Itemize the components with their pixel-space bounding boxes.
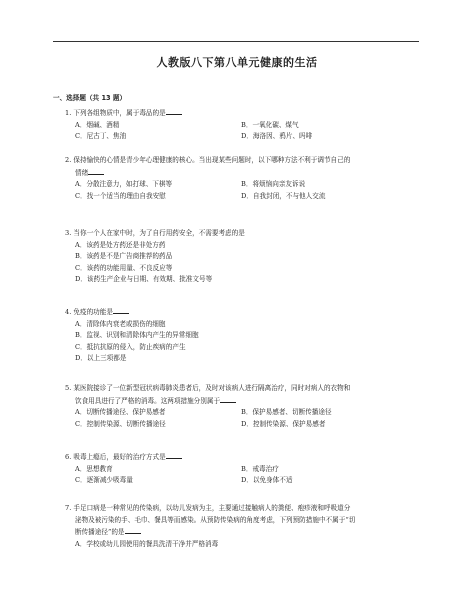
option-c[interactable]: C．控制传染源、切断传播途径 (75, 419, 166, 428)
option-d[interactable]: D．以免身体不适 (241, 476, 293, 484)
option-b[interactable]: B．该药是不是广告商推荐的药品 (75, 252, 173, 260)
option-c[interactable]: C．该药的功能用量、不良反应等 (75, 263, 173, 272)
options-grid (75, 407, 421, 430)
answer-blank[interactable] (125, 526, 141, 534)
option-a[interactable]: A．分散注意力，如打球、下棋等 (75, 180, 173, 188)
answer-blank[interactable] (88, 167, 104, 175)
option-a[interactable]: A．烟碱、酒精 (75, 120, 120, 129)
options-grid (75, 120, 421, 143)
option-b[interactable]: B．戒毒治疗 (241, 464, 279, 473)
option-b[interactable]: B．将烦恼向亲友诉说 (241, 180, 306, 188)
question-stem: 5. 某医院接诊了一位新型冠状病毒肺炎患者后，及时对该病人进行隔离治疗，同时对病人的衣物和 (65, 384, 351, 392)
answer-blank[interactable] (166, 451, 182, 459)
question-stem-cont: 泌物及被污染的手、毛巾、餐具等而感染。从预防传染病的角度考虑，下列预防措施中不属于“切 (75, 515, 356, 524)
options-grid (75, 179, 421, 202)
question-stem: 7. 手足口病是一种常见的传染病，以幼儿发病为主，主要通过接触病人的粪便、疱疹液和呼吸道分 (65, 504, 351, 512)
option-d[interactable]: D．该药生产企业与日期、有效期、批准文号等 (75, 275, 213, 283)
option-d[interactable]: D．自我封闭，不与他人交流 (241, 191, 326, 200)
option-a[interactable]: A．思想教育 (75, 464, 113, 473)
question-3 (65, 228, 421, 286)
options-list (75, 319, 421, 365)
option-c[interactable]: C．抵抗抗原的侵入，防止疾病的产生 (75, 342, 186, 351)
question-2 (65, 155, 421, 202)
options-list (75, 539, 421, 551)
option-a[interactable]: A．该药是处方药还是非处方药 (75, 240, 166, 249)
option-c[interactable]: C．找一个适当的理由自我安慰 (75, 191, 166, 200)
question-5 (65, 383, 421, 430)
question-stem: 1. 下列各组物质中，属于毒品的是 (65, 107, 421, 120)
question-6 (65, 451, 421, 487)
question-stem: 3. 当你一个人在家中时，为了自行用药安全，不需要考虑的是 (65, 229, 245, 237)
top-rule (53, 41, 419, 42)
question-stem-cont: 饮食用具进行了严格的消毒。这两项措施分别属于 (65, 395, 421, 408)
page-title: 人教版八下第八单元健康的生活 (156, 56, 318, 69)
question-stem: 2. 保持愉快的心情是青少年心理健康的核心。当出现某些问题时，以下哪种方法不利于调节自己的 (65, 156, 351, 164)
option-c[interactable]: C．尼古丁、焦油 (75, 132, 127, 140)
option-d[interactable]: D．海洛因、鸦片、吗啡 (241, 132, 313, 140)
options-grid (75, 464, 421, 487)
options-list (75, 240, 421, 286)
answer-blank[interactable] (166, 107, 182, 115)
question-4 (65, 306, 421, 365)
option-a[interactable]: A．清除体内衰老或损伤的细胞 (75, 319, 166, 328)
answer-blank[interactable] (220, 395, 236, 403)
option-a[interactable]: A．学校或幼儿园使用的餐具洗清干净并严格消毒 (75, 539, 219, 548)
option-d[interactable]: D．以上三项都是 (75, 354, 127, 362)
question-7 (65, 503, 421, 550)
option-b[interactable]: B．监视、识别和清除体内产生的异常细胞 (75, 331, 199, 339)
section-heading: 一、选择题（共 13 题） (53, 94, 127, 102)
option-a[interactable]: A．切断传播途径、保护易感者 (75, 408, 166, 416)
option-c[interactable]: C．逐渐减少吸毒量 (75, 476, 133, 484)
option-d[interactable]: D．控制传染源、保护易感者 (241, 419, 326, 428)
question-1 (65, 107, 421, 143)
answer-blank[interactable] (113, 306, 129, 314)
option-b[interactable]: B．一氧化碳、煤气 (241, 120, 299, 129)
question-stem: 4. 免疫的功能是 (65, 306, 421, 319)
question-stem: 6. 吸毒上瘾后，最好的治疗方式是 (65, 451, 421, 464)
option-b[interactable]: B．保护易感者、切断传播途径 (241, 408, 332, 416)
question-stem-cont: 断传播途径”的是 (65, 526, 421, 539)
question-stem-cont: 情绪 (65, 167, 421, 180)
